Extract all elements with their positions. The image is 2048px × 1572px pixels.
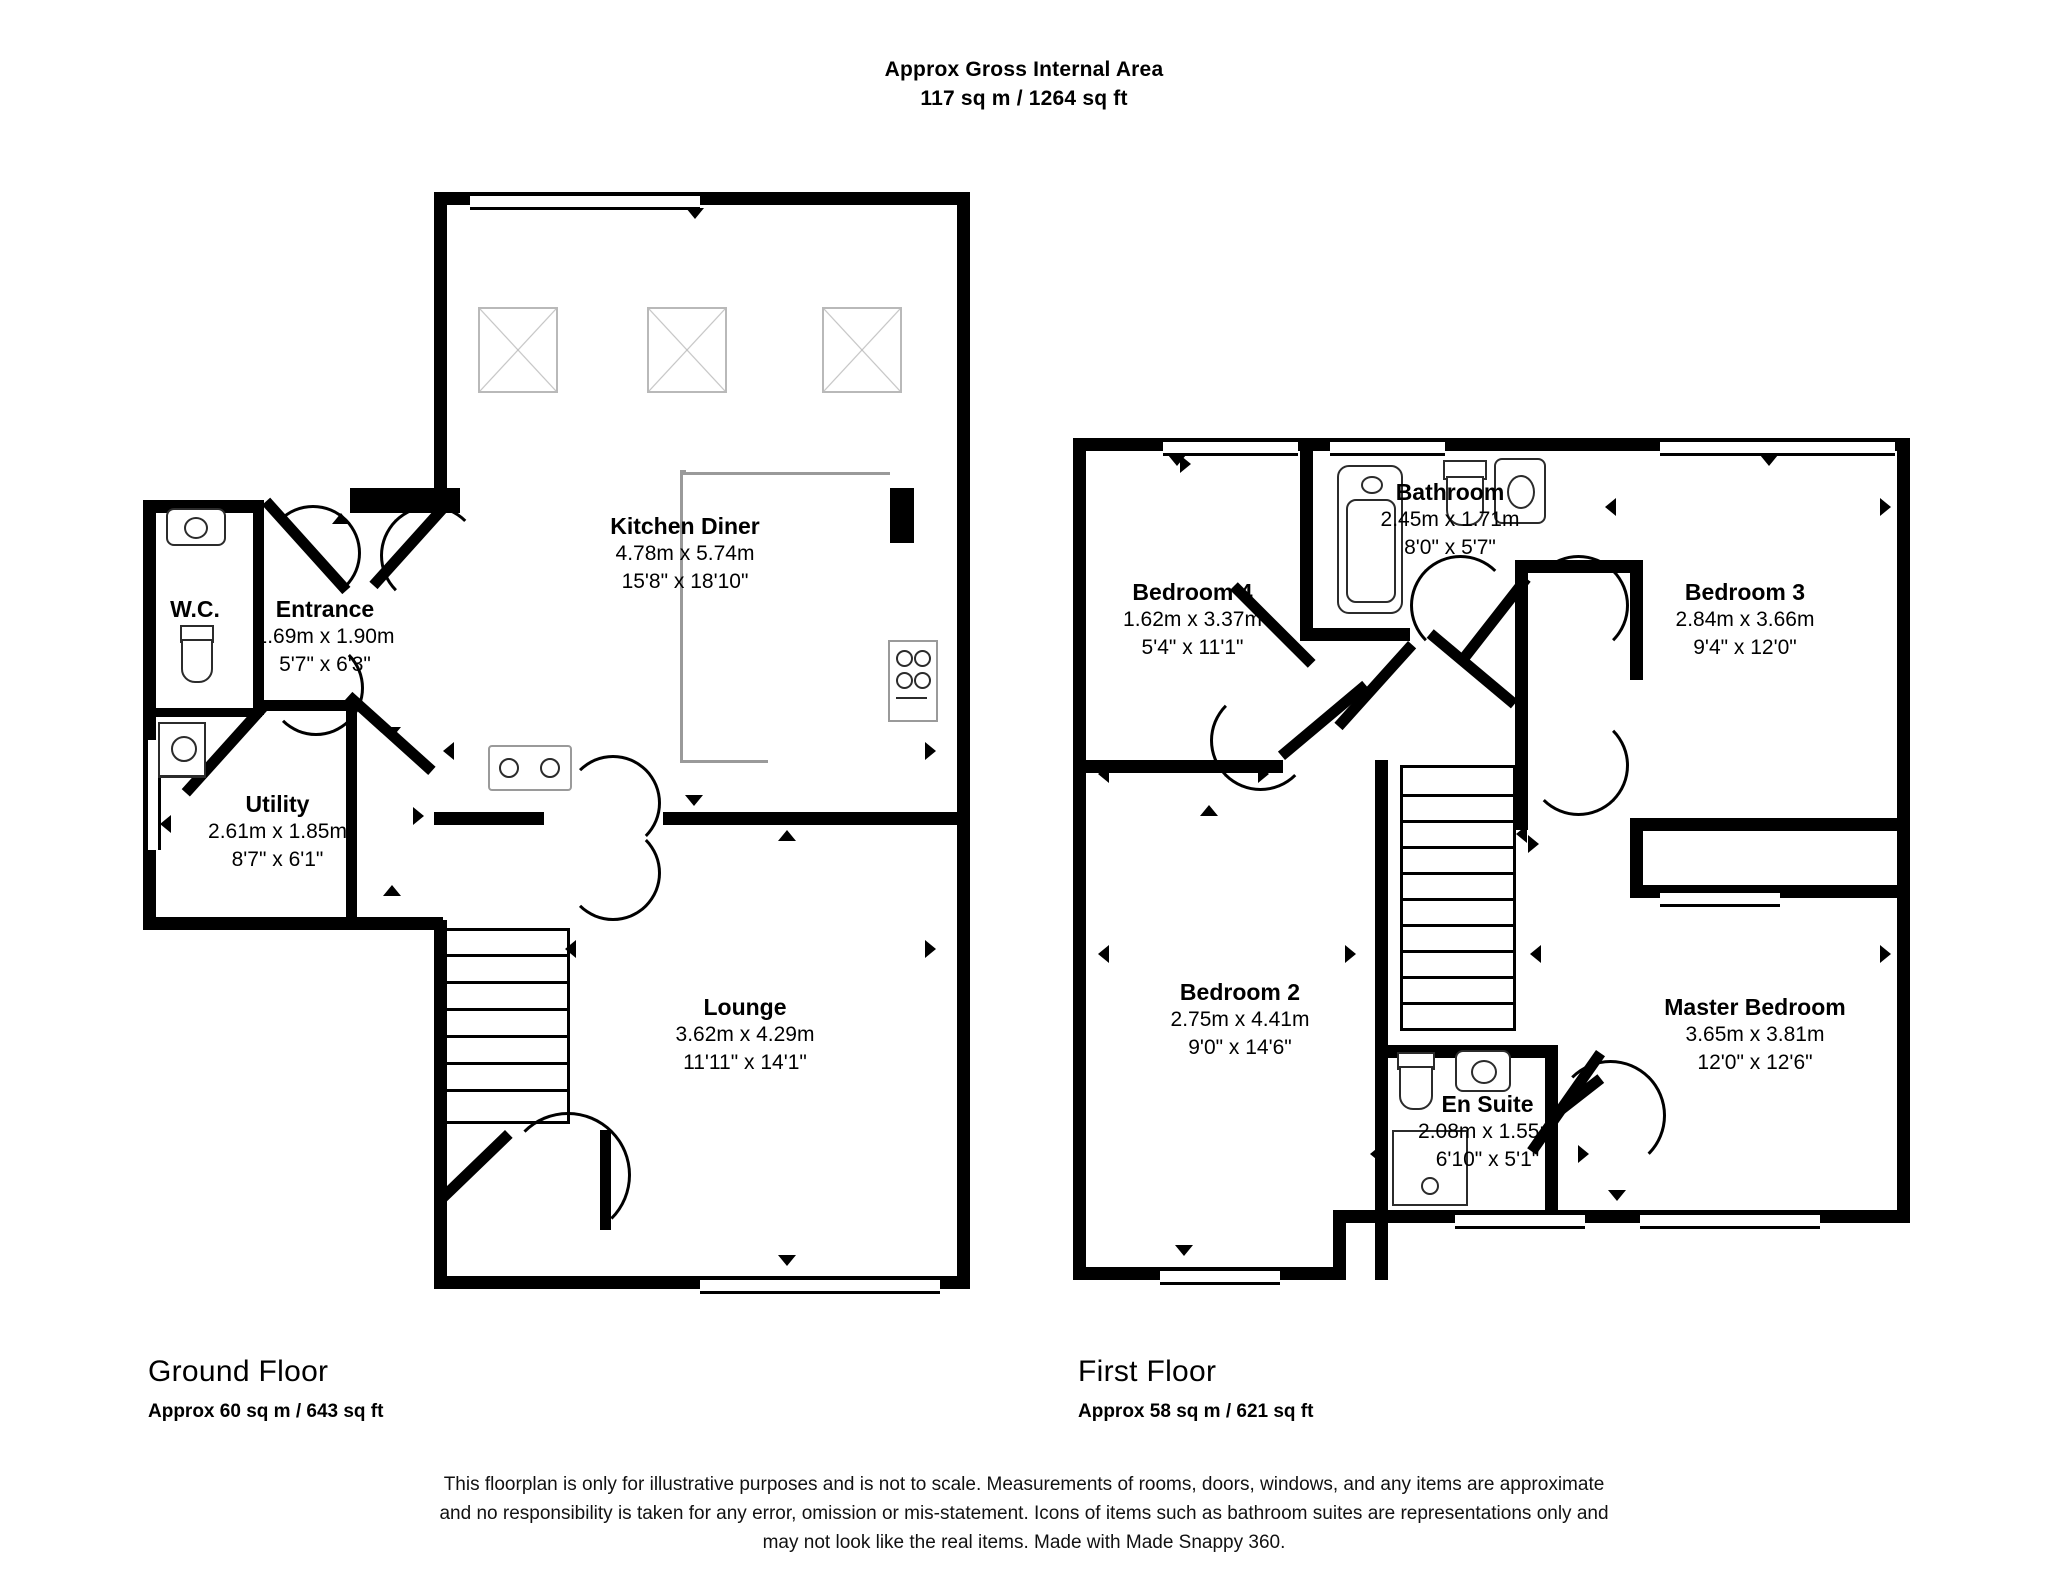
arrow-bed2-bottom: [1175, 1245, 1193, 1256]
room-dim-imperial: 5'4" x 11'1": [1141, 636, 1244, 659]
skylight-1-icon: [478, 307, 558, 393]
door-arc-bathroom: [1410, 555, 1511, 656]
room-name: Bedroom 4: [1132, 579, 1253, 605]
arrow-bed3-top: [1760, 455, 1778, 466]
room-dim-metric: 1.69m x 1.90m: [255, 625, 395, 648]
room-dim-imperial: 11'11" x 14'1": [683, 1051, 807, 1074]
room-dim-imperial: 5'7" x 6'3": [279, 653, 371, 676]
door-arc-entrance-front: [380, 505, 481, 606]
arrow-entrance-bottom: [383, 727, 401, 738]
door-arc-lounge-hall: [565, 825, 661, 921]
wall-first-bottom-step: [1333, 1210, 1346, 1280]
wall-bed4-bottom: [1300, 628, 1410, 641]
arrow-utility-right: [413, 807, 424, 825]
floor-area: Approx 60 sq m / 643 sq ft: [148, 1401, 384, 1422]
window-bed2-bottom: [1160, 1268, 1280, 1285]
gross-area-title: Approx Gross Internal Area: [884, 58, 1164, 81]
room-label-bathroom: [1335, 478, 1565, 562]
door-arc-landing: [1528, 715, 1629, 816]
disclaimer: [0, 1470, 2048, 1557]
disclaimer-line-2: and no responsibility is taken for any error, omission or mis-statement. Icons of items such as bathroom suites are representations only and: [439, 1503, 1609, 1524]
arrow-bed3-right: [1880, 498, 1891, 516]
room-name: Bedroom 2: [1179, 979, 1301, 1005]
wall-hall-divider-right: [663, 812, 963, 825]
arrow-bed4-topwall: [1180, 455, 1191, 473]
floor-area: Approx 58 sq m / 621 sq ft: [1078, 1401, 1314, 1422]
gross-area-header: [0, 58, 2048, 111]
wc-basin-icon: [166, 508, 226, 546]
room-label-kitchen-diner: [540, 512, 830, 596]
arrow-lounge-bottom: [778, 1255, 796, 1266]
window-master-side: [1660, 890, 1780, 907]
wall-ground-leftwing-bottom: [143, 917, 443, 930]
arrow-kitchen-top: [686, 208, 704, 219]
room-dim-metric: 2.84m x 3.66m: [1675, 608, 1815, 631]
room-name: Bedroom 3: [1684, 579, 1806, 605]
room-dim-imperial: 9'0" x 14'6": [1188, 1036, 1292, 1059]
window-kitchen-top: [470, 193, 700, 210]
room-dim-imperial: 9'4" x 12'0": [1693, 636, 1797, 659]
room-label-bedroom-2: [1110, 978, 1370, 1062]
room-dim-metric: 2.75m x 4.41m: [1170, 1008, 1310, 1031]
stairs-first: [1400, 765, 1516, 1031]
room-name: Entrance: [275, 596, 375, 622]
wall-landing-diag-2: [1334, 641, 1416, 730]
disclaimer-line-3: may not look like the real items. Made with Made Snappy 360.: [762, 1532, 1286, 1553]
floor-title: Ground Floor: [148, 1355, 329, 1388]
ensuite-basin-icon: [1455, 1050, 1511, 1092]
arrow-bed3-left: [1605, 498, 1616, 516]
utility-counter: [158, 775, 204, 778]
wall-ground-right: [957, 192, 970, 1289]
arrow-hall-top: [685, 795, 703, 806]
disclaimer-line-1: This floorplan is only for illustrative purposes and is not to scale. Measurements of rooms, doors, windows, and any items are approximate: [443, 1474, 1605, 1495]
window-bathroom-top: [1330, 439, 1445, 456]
window-ensuite-bottom: [1455, 1212, 1585, 1229]
wall-kitchen-right-nib: [890, 488, 914, 543]
arrow-stairs: [565, 940, 576, 958]
room-dim-metric: 1.62m x 3.37m: [1123, 608, 1262, 631]
wall-landing-lower-right: [1375, 760, 1388, 1050]
arrow-bed2-right: [1345, 945, 1356, 963]
stairs-ground: [444, 928, 570, 1124]
room-dim-metric: 3.65m x 3.81m: [1685, 1023, 1825, 1046]
room-dim-imperial: 12'0" x 12'6": [1697, 1051, 1813, 1074]
wall-lounge-bay-diag: [437, 1130, 513, 1204]
wall-hall-divider-left: [434, 812, 544, 825]
arrow-landing-right: [1528, 835, 1539, 853]
room-dim-metric: 2.61m x 1.85m: [208, 820, 347, 843]
arrow-bed2-top: [1200, 805, 1218, 816]
window-bed3-top: [1660, 439, 1895, 456]
arrow-bed3-lower: [1516, 825, 1527, 843]
wall-first-bottom-right: [1345, 1210, 1910, 1223]
arrow-master-right: [1880, 945, 1891, 963]
wall-bed3-bottom: [1630, 818, 1910, 831]
room-name: Utility: [245, 791, 310, 817]
arrow-kitchen-right: [925, 742, 936, 760]
arrow-lounge-top: [778, 830, 796, 841]
arrow-bed2-left: [1098, 945, 1109, 963]
skylight-3-icon: [822, 307, 902, 393]
arrow-entrance-top: [332, 513, 350, 524]
utility-appliance-icon: [158, 722, 206, 778]
room-name: Master Bedroom: [1664, 994, 1846, 1020]
counter-kitchen-top: [680, 472, 890, 475]
room-dim-metric: 2.45m x 1.71m: [1380, 508, 1520, 531]
room-dim-metric: 4.78m x 5.74m: [615, 542, 755, 565]
room-dim-metric: 2.08m x 1.55m: [1418, 1120, 1557, 1143]
room-dim-imperial: 8'0" x 5'7": [1404, 536, 1496, 559]
window-master-bottom: [1640, 1212, 1820, 1229]
room-dim-metric: 3.62m x 4.29m: [675, 1023, 815, 1046]
wall-ground-leftwing-left: [143, 500, 156, 930]
gross-area-value: 117 sq m / 1264 sq ft: [920, 87, 1128, 110]
arrow-master-door: [1608, 1190, 1626, 1201]
room-label-entrance: [205, 595, 445, 679]
room-dim-imperial: 8'7" x 6'1": [231, 848, 324, 871]
room-label-utility: [160, 790, 395, 874]
room-label-en-suite: [1370, 1090, 1605, 1174]
first-floor-caption: [1078, 1355, 1313, 1423]
wall-ground-kitchen-left: [434, 192, 447, 497]
window-bed4-top: [1163, 439, 1298, 456]
ground-floor-caption: [148, 1355, 383, 1423]
room-name: W.C.: [170, 596, 220, 622]
skylight-2-icon: [647, 307, 727, 393]
room-label-bedroom-3: [1600, 578, 1890, 662]
room-label-bedroom-4: [1075, 578, 1310, 662]
room-name: Lounge: [703, 994, 787, 1020]
floor-title: First Floor: [1078, 1355, 1217, 1388]
door-arc-lounge-front: [505, 1112, 631, 1238]
hob-icon: [888, 640, 938, 722]
arrow-bed4-bottomleft: [1098, 765, 1109, 783]
arrow-master-left: [1530, 945, 1541, 963]
arrow-utility-bottom: [383, 885, 401, 896]
window-lounge-bottom: [700, 1277, 940, 1294]
kitchen-sink-icon: [488, 745, 572, 791]
room-name: Bathroom: [1395, 479, 1505, 505]
arrow-bed4-bottomright: [1258, 765, 1269, 783]
wall-first-left: [1073, 438, 1086, 1280]
arrow-kitchen-left: [443, 742, 454, 760]
counter-kitchen-bottom: [680, 760, 768, 763]
room-name: Kitchen Diner: [610, 513, 760, 539]
room-name: En Suite: [1441, 1091, 1534, 1117]
wall-lounge-bay-left: [434, 1200, 445, 1280]
arrow-lounge-right: [925, 940, 936, 958]
room-label-master-bedroom: [1610, 993, 1900, 1077]
room-dim-imperial: 6'10" x 5'1": [1435, 1148, 1540, 1171]
room-label-lounge: [620, 993, 870, 1077]
room-dim-imperial: 15'8" x 18'10": [621, 570, 749, 593]
